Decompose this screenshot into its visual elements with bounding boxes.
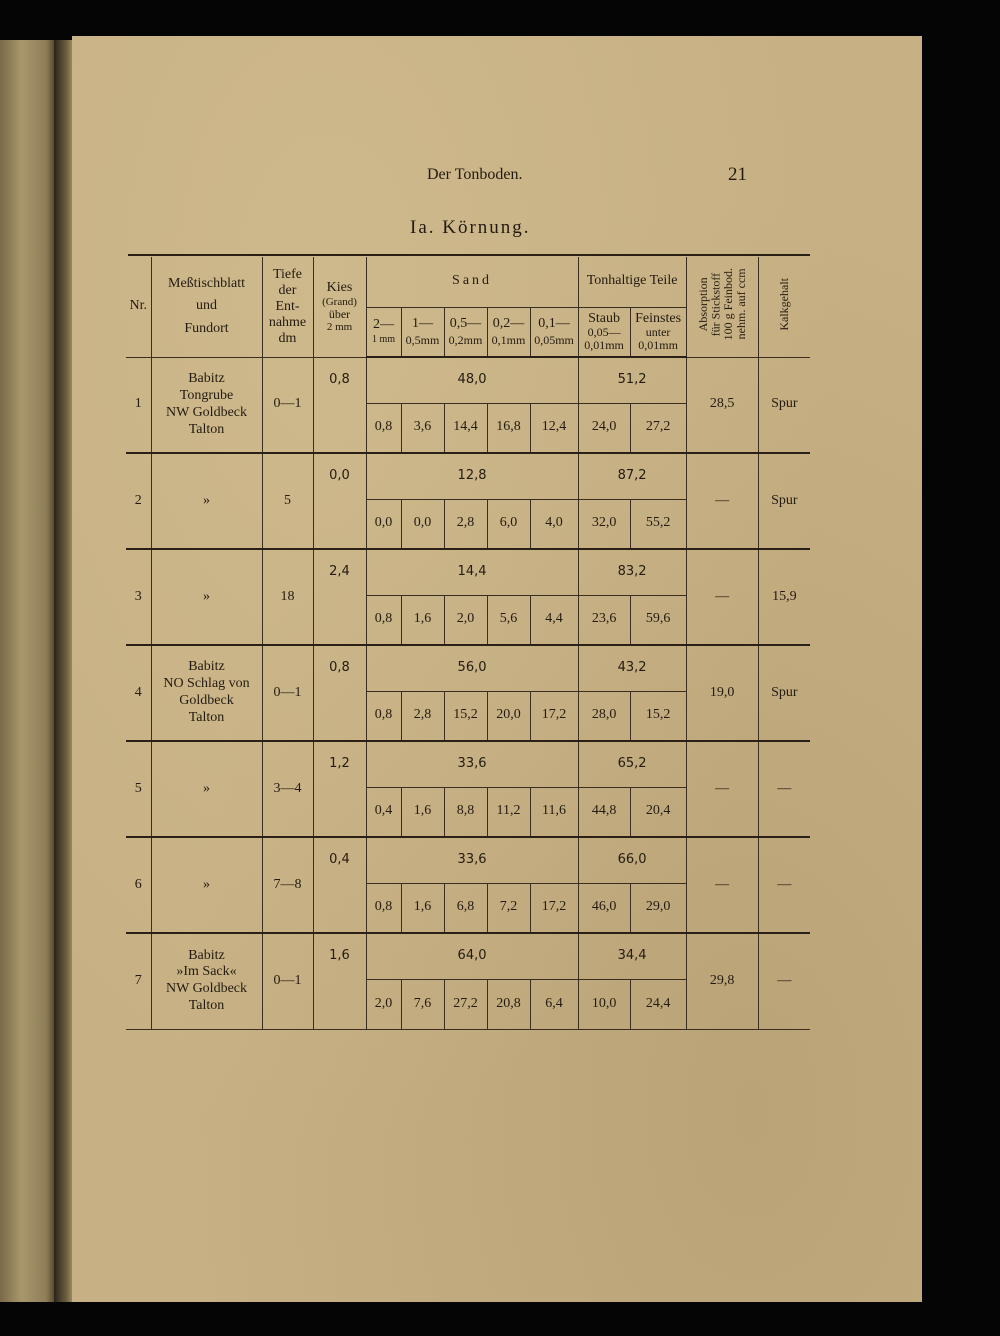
row-kalkgehalt: — bbox=[758, 741, 810, 837]
sand-fraction-cell: 2,8 bbox=[444, 499, 487, 549]
row-ton-total: 51,2 bbox=[578, 357, 686, 403]
col-sand-1-05: 1— 0,5mm bbox=[401, 307, 444, 357]
row-ton-total: 87,2 bbox=[578, 453, 686, 499]
row-nr: 2 bbox=[126, 453, 151, 549]
sand-fraction-cell: 16,8 bbox=[487, 403, 530, 453]
col-sand-05-02: 0,5— 0,2mm bbox=[444, 307, 487, 357]
col-tiefe: Tiefe der Ent- nahme dm bbox=[262, 257, 313, 357]
col-kies: Kies (Grand) über 2 mm bbox=[313, 257, 366, 357]
page-number: 21 bbox=[728, 164, 747, 185]
sand-fraction-cell: 2,0 bbox=[366, 979, 401, 1029]
sand-fraction-cell: 7,2 bbox=[487, 883, 530, 933]
row-kies: 1,6 bbox=[313, 933, 366, 1029]
row-sand-total: 33,6 bbox=[366, 741, 578, 787]
sand-fraction-cell: 6,4 bbox=[530, 979, 578, 1029]
col-staub: Staub 0,05— 0,01mm bbox=[578, 307, 630, 357]
sand-fraction-cell: 0,8 bbox=[366, 403, 401, 453]
row-fundort: Babitz »Im Sack« NW Goldbeck Talton bbox=[151, 933, 262, 1029]
row-nr: 6 bbox=[126, 837, 151, 933]
row-kies: 1,2 bbox=[313, 741, 366, 837]
sand-fraction-cell: 4,4 bbox=[530, 595, 578, 645]
col-sand-02-01: 0,2— 0,1mm bbox=[487, 307, 530, 357]
row-staub: 44,8 bbox=[578, 787, 630, 837]
row-fundort: » bbox=[151, 549, 262, 645]
row-kies: 0,8 bbox=[313, 645, 366, 741]
table-row bbox=[126, 549, 810, 595]
row-tiefe: 0—1 bbox=[262, 357, 313, 453]
row-ton-total: 34,4 bbox=[578, 933, 686, 979]
row-staub: 28,0 bbox=[578, 691, 630, 741]
row-fundort: » bbox=[151, 741, 262, 837]
row-absorption: 28,5 bbox=[686, 357, 758, 453]
table-row bbox=[126, 741, 810, 787]
col-tonhaltige-teile: Tonhaltige Teile bbox=[578, 257, 686, 307]
row-absorption: — bbox=[686, 453, 758, 549]
row-fundort: Babitz NO Schlag von Goldbeck Talton bbox=[151, 645, 262, 741]
row-sand-total: 12,8 bbox=[366, 453, 578, 499]
row-kies: 2,4 bbox=[313, 549, 366, 645]
table-title: Ia. Körnung. bbox=[410, 217, 531, 238]
row-staub: 46,0 bbox=[578, 883, 630, 933]
row-ton-total: 65,2 bbox=[578, 741, 686, 787]
row-absorption: 19,0 bbox=[686, 645, 758, 741]
row-ton-total: 43,2 bbox=[578, 645, 686, 691]
row-nr: 7 bbox=[126, 933, 151, 1029]
row-sand-total: 48,0 bbox=[366, 357, 578, 403]
row-staub: 10,0 bbox=[578, 979, 630, 1029]
sand-fraction-cell: 11,6 bbox=[530, 787, 578, 837]
row-tiefe: 5 bbox=[262, 453, 313, 549]
row-feinstes: 20,4 bbox=[630, 787, 686, 837]
sand-fraction-cell: 0,8 bbox=[366, 691, 401, 741]
col-fundort: Meßtischblatt und Fundort bbox=[151, 257, 262, 357]
sand-fraction-cell: 5,6 bbox=[487, 595, 530, 645]
col-sand-01-005: 0,1— 0,05mm bbox=[530, 307, 578, 357]
table-header bbox=[126, 257, 810, 357]
table-top-rule bbox=[128, 254, 810, 256]
row-feinstes: 24,4 bbox=[630, 979, 686, 1029]
row-kies: 0,4 bbox=[313, 837, 366, 933]
sand-fraction-cell: 27,2 bbox=[444, 979, 487, 1029]
sand-fraction-cell: 7,6 bbox=[401, 979, 444, 1029]
col-absorption: Absorption für Stickstoff 100 g Feinbod. nehm. auf ccm bbox=[686, 257, 758, 357]
row-nr: 3 bbox=[126, 549, 151, 645]
row-kalkgehalt: 15,9 bbox=[758, 549, 810, 645]
sand-fraction-cell: 6,0 bbox=[487, 499, 530, 549]
sand-fraction-cell: 0,0 bbox=[401, 499, 444, 549]
sand-fraction-cell: 4,0 bbox=[530, 499, 578, 549]
col-sand: Sand bbox=[366, 257, 578, 307]
table-row bbox=[126, 645, 810, 691]
sand-fraction-cell: 6,8 bbox=[444, 883, 487, 933]
row-tiefe: 18 bbox=[262, 549, 313, 645]
row-sand-total: 33,6 bbox=[366, 837, 578, 883]
row-tiefe: 0—1 bbox=[262, 933, 313, 1029]
sand-fraction-cell: 2,0 bbox=[444, 595, 487, 645]
sand-fraction-cell: 15,2 bbox=[444, 691, 487, 741]
running-head: Der Tonboden. bbox=[427, 166, 523, 183]
book-gutter bbox=[54, 40, 72, 1302]
row-fundort: » bbox=[151, 453, 262, 549]
row-nr: 1 bbox=[126, 357, 151, 453]
row-fundort: Babitz Tongrube NW Goldbeck Talton bbox=[151, 357, 262, 453]
sand-fraction-cell: 2,8 bbox=[401, 691, 444, 741]
sand-fraction-cell: 0,8 bbox=[366, 883, 401, 933]
row-sand-total: 56,0 bbox=[366, 645, 578, 691]
col-feinstes: Feinstes unter 0,01mm bbox=[630, 307, 686, 357]
sand-fraction-cell: 8,8 bbox=[444, 787, 487, 837]
col-kalkgehalt: Kalkgehalt bbox=[758, 257, 810, 357]
row-kalkgehalt: Spur bbox=[758, 357, 810, 453]
row-staub: 23,6 bbox=[578, 595, 630, 645]
sand-fraction-cell: 17,2 bbox=[530, 691, 578, 741]
sand-fraction-cell: 20,0 bbox=[487, 691, 530, 741]
left-page-edge bbox=[0, 40, 54, 1302]
table-row bbox=[126, 453, 810, 499]
row-kalkgehalt: Spur bbox=[758, 453, 810, 549]
row-fundort: » bbox=[151, 837, 262, 933]
sand-fraction-cell: 1,6 bbox=[401, 787, 444, 837]
sand-fraction-cell: 0,8 bbox=[366, 595, 401, 645]
row-kalkgehalt: Spur bbox=[758, 645, 810, 741]
book-page bbox=[72, 36, 922, 1302]
row-kalkgehalt: — bbox=[758, 837, 810, 933]
sand-fraction-cell: 0,0 bbox=[366, 499, 401, 549]
row-feinstes: 29,0 bbox=[630, 883, 686, 933]
grain-size-table bbox=[126, 257, 810, 1030]
row-tiefe: 0—1 bbox=[262, 645, 313, 741]
row-tiefe: 7—8 bbox=[262, 837, 313, 933]
row-sand-total: 14,4 bbox=[366, 549, 578, 595]
sand-fraction-cell: 3,6 bbox=[401, 403, 444, 453]
sand-fraction-cell: 1,6 bbox=[401, 883, 444, 933]
row-kies: 0,0 bbox=[313, 453, 366, 549]
row-ton-total: 83,2 bbox=[578, 549, 686, 595]
sand-fraction-cell: 11,2 bbox=[487, 787, 530, 837]
row-nr: 4 bbox=[126, 645, 151, 741]
sand-fraction-cell: 12,4 bbox=[530, 403, 578, 453]
row-ton-total: 66,0 bbox=[578, 837, 686, 883]
sand-fraction-cell: 17,2 bbox=[530, 883, 578, 933]
sand-fraction-cell: 0,4 bbox=[366, 787, 401, 837]
row-absorption: — bbox=[686, 741, 758, 837]
table-row bbox=[126, 933, 810, 979]
table-row bbox=[126, 357, 810, 403]
row-kies: 0,8 bbox=[313, 357, 366, 453]
col-nr: Nr. bbox=[126, 257, 151, 357]
row-staub: 32,0 bbox=[578, 499, 630, 549]
row-feinstes: 55,2 bbox=[630, 499, 686, 549]
row-absorption: — bbox=[686, 549, 758, 645]
row-tiefe: 3—4 bbox=[262, 741, 313, 837]
row-kalkgehalt: — bbox=[758, 933, 810, 1029]
row-feinstes: 15,2 bbox=[630, 691, 686, 741]
row-staub: 24,0 bbox=[578, 403, 630, 453]
sand-fraction-cell: 20,8 bbox=[487, 979, 530, 1029]
row-absorption: 29,8 bbox=[686, 933, 758, 1029]
row-absorption: — bbox=[686, 837, 758, 933]
row-nr: 5 bbox=[126, 741, 151, 837]
row-feinstes: 27,2 bbox=[630, 403, 686, 453]
sand-fraction-cell: 14,4 bbox=[444, 403, 487, 453]
col-sand-2-1: 2— 1 mm bbox=[366, 307, 401, 357]
table-row bbox=[126, 837, 810, 883]
row-feinstes: 59,6 bbox=[630, 595, 686, 645]
sand-fraction-cell: 1,6 bbox=[401, 595, 444, 645]
row-sand-total: 64,0 bbox=[366, 933, 578, 979]
table-body bbox=[126, 357, 810, 1029]
